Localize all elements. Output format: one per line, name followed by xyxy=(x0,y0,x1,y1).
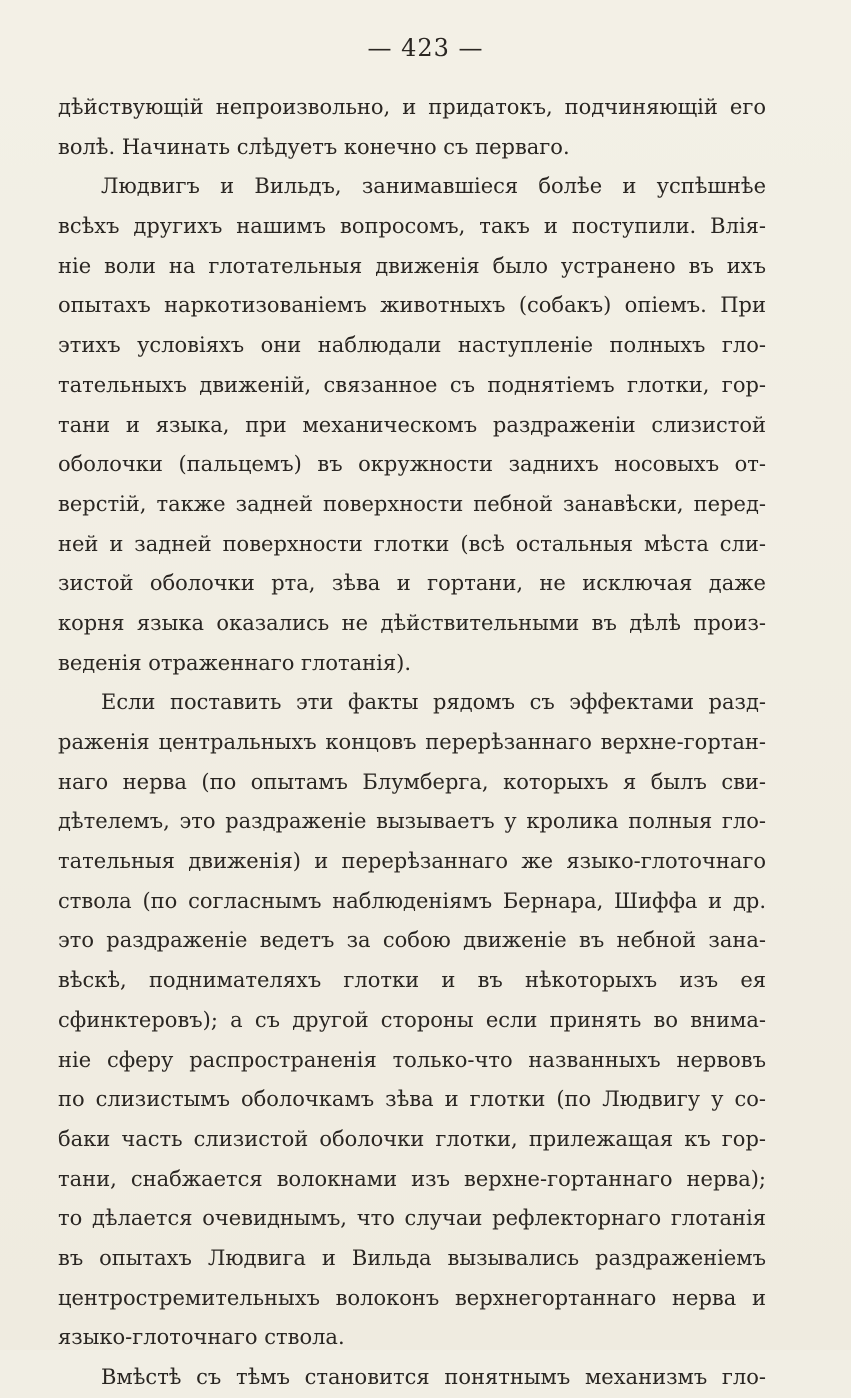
text-line: оболочки (пальцемъ) въ окружности заднихъ носовыхъ от- xyxy=(58,452,766,477)
text-line: тани, снабжается волокнами изъ верхне-гортаннаго нерва); xyxy=(58,1166,766,1191)
text-line: тательныхъ движеній, связанное съ поднятіемъ глотки, гор- xyxy=(58,372,766,397)
text-line: веденія отраженнаго глотанія). xyxy=(58,650,412,675)
text-line: то дѣлается очевиднымъ, что случаи рефлекторнаго глотанія xyxy=(58,1206,766,1231)
text-line: сфинктеровъ); а съ другой стороны если принять во внима- xyxy=(58,1007,766,1032)
text-line: по слизистымъ оболочкамъ зѣва и глотки (по Людвигу у со- xyxy=(58,1087,766,1112)
text-line: баки часть слизистой оболочки глотки, прилежащая къ гор- xyxy=(58,1126,766,1151)
text-line: ніе воли на глотательныя движенія было устранено въ ихъ xyxy=(58,253,766,278)
paragraph-3 xyxy=(58,683,766,1358)
text-line: всѣхъ другихъ нашимъ вопросомъ, такъ и поступили. Влія- xyxy=(58,214,766,239)
body-text xyxy=(58,88,766,1398)
text-line: центростремительныхъ волоконъ верхнегортаннаго нерва и xyxy=(58,1285,766,1310)
text-line: ней и задней поверхности глотки (всѣ остальныя мѣста сли- xyxy=(58,531,766,556)
text-line: дѣйствующій непроизвольно, и придатокъ, подчиняющій его xyxy=(58,95,766,119)
text-line: опытахъ наркотизованіемъ животныхъ (собакъ) опіемъ. При xyxy=(58,293,766,318)
text-line: Людвигъ и Вильдъ, занимавшіеся болѣе и успѣшнѣе xyxy=(101,174,766,199)
paragraph-1 xyxy=(58,88,766,167)
text-line: Вмѣстѣ съ тѣмъ становится понятнымъ механизмъ гло- xyxy=(101,1365,766,1389)
text-line: вѣскѣ, поднимателяхъ глотки и въ нѣкоторыхъ изъ ея xyxy=(58,968,766,993)
text-line: наго нерва (по опытамъ Блумберга, которыхъ я былъ сви- xyxy=(58,769,766,794)
text-line: Если поставить эти факты рядомъ съ эффектами разд- xyxy=(101,690,766,715)
text-line: въ опытахъ Людвига и Вильда вызывались раздраженіемъ xyxy=(58,1245,766,1270)
text-line: корня языка оказались не дѣйствительными въ дѣлѣ произ- xyxy=(58,610,766,635)
text-line: ствола (по согласнымъ наблюденіямъ Бернара, Шиффа и др. xyxy=(58,888,766,913)
text-line: верстій, также задней поверхности пебной занавѣски, перед- xyxy=(58,491,766,516)
text-line: раженія центральныхъ концовъ перерѣзаннаго верхне-гортан- xyxy=(58,730,766,754)
text-line: зистой оболочки рта, зѣва и гортани, не исключая даже xyxy=(58,571,766,596)
text-line: волѣ. Начинать слѣдуетъ конечно съ перваго. xyxy=(58,134,570,159)
text-line: этихъ условіяхъ они наблюдали наступленіе полныхъ гло- xyxy=(58,333,766,358)
text-line: тани и языка, при механическомъ раздраженіи слизистой xyxy=(58,412,766,437)
paragraph-4 xyxy=(58,1358,766,1398)
text-line: тательныя движенія) и перерѣзаннаго же языко-глоточнаго xyxy=(58,849,766,874)
text-line: это раздраженіе ведетъ за собою движеніе въ небной зана- xyxy=(58,928,766,953)
text-line: дѣтелемъ, это раздраженіе вызываетъ у кролика полныя гло- xyxy=(58,809,766,834)
text-line: ніе сферу распространенія только-что названныхъ нервовъ xyxy=(58,1047,766,1072)
text-line: языко-глоточнаго ствола. xyxy=(58,1325,345,1350)
paragraph-2 xyxy=(58,167,766,683)
page-number: — 423 — xyxy=(367,34,484,62)
